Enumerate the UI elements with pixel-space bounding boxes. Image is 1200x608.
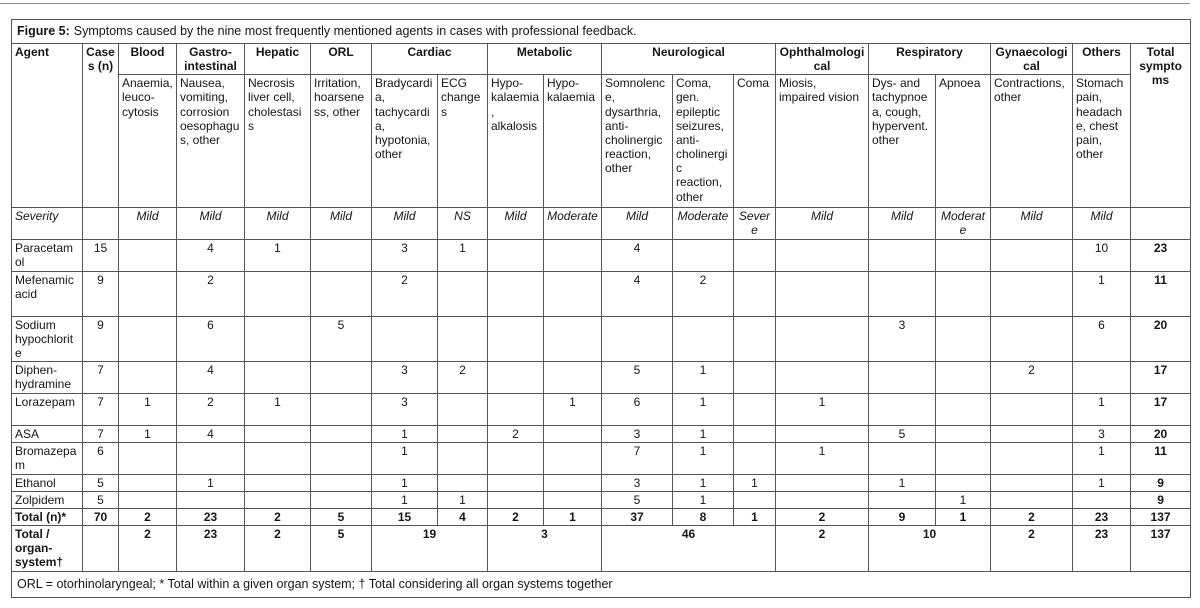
symptom-value-12 — [869, 362, 936, 394]
symptom-header-4: Bradycardia, tachycardia, hypotonia, other — [372, 75, 438, 208]
footnote-row — [12, 571, 1191, 597]
symptom-value-2: 1 — [245, 239, 311, 271]
symptom-value-7 — [544, 426, 602, 443]
group-header-cardiac: Cardiac — [372, 44, 488, 75]
symptom-value-1: 2 — [177, 271, 245, 316]
footnote-text: ORL = otorhinolaryngeal; * Total within a given organ system; † Total considering all organ systems together — [12, 571, 1191, 597]
agent-row-sodium-hypochlorite — [12, 316, 1191, 361]
symptom-value-15 — [1073, 362, 1131, 394]
symptom-value-9: 1 — [673, 491, 734, 508]
symptom-value-5: 1 — [438, 491, 488, 508]
severity-12: Mild — [869, 208, 936, 239]
symptom-value-5: 2 — [438, 362, 488, 394]
severity-13: Moderate — [936, 208, 991, 239]
row-total: 11 — [1131, 271, 1191, 316]
symptom-value-2 — [245, 491, 311, 508]
symptom-value-8: 6 — [602, 394, 673, 426]
symptom-value-14 — [991, 316, 1073, 361]
symptom-value-6 — [488, 362, 544, 394]
total-cases: 70 — [83, 508, 119, 525]
symptom-value-5 — [438, 394, 488, 426]
symptom-value-10 — [734, 426, 776, 443]
severity-10: Severe — [734, 208, 776, 239]
symptom-value-2 — [245, 426, 311, 443]
symptom-header-3: Irritation, hoarseness, other — [311, 75, 372, 208]
symptom-value-14 — [991, 474, 1073, 491]
symptom-value-15: 1 — [1073, 443, 1131, 474]
group-header-neurological: Neurological — [602, 44, 776, 75]
symptom-value-8: 4 — [602, 239, 673, 271]
total-value-4: 15 — [372, 508, 438, 525]
cases-value: 7 — [83, 394, 119, 426]
agent-row-asa — [12, 426, 1191, 443]
symptom-value-0 — [119, 239, 177, 271]
symptom-value-9: 1 — [673, 426, 734, 443]
symptom-value-1: 6 — [177, 316, 245, 361]
symptom-value-4: 2 — [372, 271, 438, 316]
symptom-value-3: 5 — [311, 316, 372, 361]
symptom-value-12 — [869, 443, 936, 474]
symptom-value-1 — [177, 491, 245, 508]
total-value-15: 23 — [1073, 508, 1131, 525]
symptom-value-13 — [936, 474, 991, 491]
severity-4: Mild — [372, 208, 438, 239]
symptom-value-11: 1 — [776, 443, 869, 474]
symptom-value-4: 3 — [372, 394, 438, 426]
symptom-value-6 — [488, 474, 544, 491]
symptom-value-3 — [311, 426, 372, 443]
caption-row — [12, 20, 1191, 44]
total-value-12: 9 — [869, 508, 936, 525]
total-value-10: 1 — [734, 508, 776, 525]
organ-total-gynaecological: 2 — [991, 526, 1073, 571]
symptom-value-8: 7 — [602, 443, 673, 474]
total-value-3: 5 — [311, 508, 372, 525]
symptom-value-3 — [311, 443, 372, 474]
cases-value: 9 — [83, 316, 119, 361]
cases-value: 9 — [83, 271, 119, 316]
symptom-value-9: 1 — [673, 394, 734, 426]
severity-0: Mild — [119, 208, 177, 239]
symptom-value-6 — [488, 491, 544, 508]
symptom-header-6: Hypo-kalaemia, alkalosis — [488, 75, 544, 208]
symptom-value-15: 1 — [1073, 474, 1131, 491]
symptom-value-0 — [119, 362, 177, 394]
agent-row-paracetamol — [12, 239, 1191, 271]
symptom-value-2 — [245, 474, 311, 491]
symptom-value-4: 3 — [372, 239, 438, 271]
symptom-value-7 — [544, 271, 602, 316]
symptom-header-15: Stomach pain, headache, chest pain, other — [1073, 75, 1131, 208]
group-header-respiratory: Respiratory — [869, 44, 991, 75]
agent-row-lorazepam — [12, 394, 1191, 426]
grand-total: 137 — [1131, 508, 1191, 525]
organ-total-ophthalmological: 2 — [776, 526, 869, 571]
symptom-value-12 — [869, 491, 936, 508]
symptom-value-3 — [311, 362, 372, 394]
agent-name: Bromazepam — [12, 443, 83, 474]
symptom-value-14 — [991, 491, 1073, 508]
symptom-value-0 — [119, 474, 177, 491]
symptom-value-0: 1 — [119, 426, 177, 443]
symptom-header-10: Coma — [734, 75, 776, 208]
severity-9: Moderate — [673, 208, 734, 239]
symptom-value-7 — [544, 316, 602, 361]
symptom-value-11 — [776, 491, 869, 508]
symptom-header-7: Hypo-kalaemia — [544, 75, 602, 208]
agent-name: Zolpidem — [12, 491, 83, 508]
agent-row-mefenamic-acid — [12, 271, 1191, 316]
total-value-5: 4 — [438, 508, 488, 525]
row-total: 11 — [1131, 443, 1191, 474]
agent-name: Sodium hypochlorite — [12, 316, 83, 361]
organ-total-respiratory: 10 — [869, 526, 991, 571]
row-total: 23 — [1131, 239, 1191, 271]
agent-name: Diphen-hydramine — [12, 362, 83, 394]
symptom-value-15: 1 — [1073, 271, 1131, 316]
symptom-value-0 — [119, 443, 177, 474]
symptom-value-0 — [119, 271, 177, 316]
symptom-header-9: Coma, gen. epileptic seizures, anti-cholinergic reaction, other — [673, 75, 734, 208]
severity-cases-blank — [83, 208, 119, 239]
symptom-value-3 — [311, 239, 372, 271]
symptom-value-11: 1 — [776, 394, 869, 426]
severity-row — [12, 208, 1191, 239]
symptom-value-15 — [1073, 491, 1131, 508]
symptom-value-14: 2 — [991, 362, 1073, 394]
symptom-value-10 — [734, 362, 776, 394]
symptom-value-8 — [602, 316, 673, 361]
symptom-value-11 — [776, 474, 869, 491]
total-value-13: 1 — [936, 508, 991, 525]
symptom-value-1: 2 — [177, 394, 245, 426]
agent-name: ASA — [12, 426, 83, 443]
severity-11: Mild — [776, 208, 869, 239]
symptom-value-14 — [991, 239, 1073, 271]
organ-total-orl: 5 — [311, 526, 372, 571]
symptom-value-13: 1 — [936, 491, 991, 508]
severity-total-blank — [1131, 208, 1191, 239]
symptom-value-15: 1 — [1073, 394, 1131, 426]
symptom-value-12: 1 — [869, 474, 936, 491]
symptom-value-6 — [488, 443, 544, 474]
symptom-value-0: 1 — [119, 394, 177, 426]
symptom-value-10 — [734, 491, 776, 508]
symptom-value-6 — [488, 239, 544, 271]
row-total: 17 — [1131, 394, 1191, 426]
cases-value: 5 — [83, 474, 119, 491]
organ-total-metabolic: 3 — [488, 526, 602, 571]
symptom-value-6: 2 — [488, 426, 544, 443]
agent-name: Ethanol — [12, 474, 83, 491]
symptom-value-6 — [488, 394, 544, 426]
symptom-value-14 — [991, 271, 1073, 316]
symptom-value-9: 1 — [673, 362, 734, 394]
symptom-value-5 — [438, 443, 488, 474]
symptom-value-7 — [544, 239, 602, 271]
agent-row-ethanol — [12, 474, 1191, 491]
symptom-header-12: Dys- and tachypnoea, cough, hypervent. other — [869, 75, 936, 208]
severity-3: Mild — [311, 208, 372, 239]
symptom-value-4: 1 — [372, 443, 438, 474]
organ-total-blood: 2 — [119, 526, 177, 571]
symptom-value-3 — [311, 394, 372, 426]
organ-total-cardiac: 19 — [372, 526, 488, 571]
symptom-header-14: Contractions, other — [991, 75, 1073, 208]
symptom-value-8: 4 — [602, 271, 673, 316]
symptom-value-1 — [177, 443, 245, 474]
total-column-header: Total symptoms — [1131, 44, 1191, 208]
agent-name: Lorazepam — [12, 394, 83, 426]
symptom-header-11: Miosis, impaired vision — [776, 75, 869, 208]
group-header-ophthalmological: Ophthalmological — [776, 44, 869, 75]
symptom-value-9 — [673, 239, 734, 271]
symptom-value-15: 10 — [1073, 239, 1131, 271]
severity-5: NS — [438, 208, 488, 239]
symptom-value-0 — [119, 491, 177, 508]
caption-text: Symptoms caused by the nine most frequently mentioned agents in cases with professional feedback. — [73, 24, 637, 39]
symptom-value-12: 3 — [869, 316, 936, 361]
symptom-value-9: 2 — [673, 271, 734, 316]
severity-6: Mild — [488, 208, 544, 239]
cases-value: 6 — [83, 443, 119, 474]
total-value-6: 2 — [488, 508, 544, 525]
symptom-value-13 — [936, 271, 991, 316]
agent-name: Mefenamic acid — [12, 271, 83, 316]
symptom-value-1: 4 — [177, 362, 245, 394]
total-value-2: 2 — [245, 508, 311, 525]
symptom-value-10 — [734, 239, 776, 271]
symptom-value-0 — [119, 316, 177, 361]
symptom-value-7 — [544, 443, 602, 474]
organ-total-hepatic: 2 — [245, 526, 311, 571]
symptom-value-8: 5 — [602, 362, 673, 394]
figure-table — [11, 19, 1191, 598]
row-total: 9 — [1131, 474, 1191, 491]
symptom-value-3 — [311, 474, 372, 491]
organ-total-others: 23 — [1073, 526, 1131, 571]
symptom-value-12 — [869, 271, 936, 316]
symptom-value-13 — [936, 239, 991, 271]
symptom-value-7 — [544, 491, 602, 508]
severity-2: Mild — [245, 208, 311, 239]
symptom-header-8: Somnolence, dysarthria, anti-cholinergic reaction, other — [602, 75, 673, 208]
symptom-value-13 — [936, 394, 991, 426]
symptom-value-15: 6 — [1073, 316, 1131, 361]
group-header-metabolic: Metabolic — [488, 44, 602, 75]
symptom-value-12 — [869, 394, 936, 426]
symptom-value-8: 3 — [602, 474, 673, 491]
symptom-value-14 — [991, 426, 1073, 443]
symptom-value-6 — [488, 271, 544, 316]
caption-label: Figure 5: — [17, 24, 70, 39]
total-value-9: 8 — [673, 508, 734, 525]
row-total: 17 — [1131, 362, 1191, 394]
severity-1: Mild — [177, 208, 245, 239]
total-row-label: Total (n)* — [12, 508, 83, 525]
symptom-value-2: 1 — [245, 394, 311, 426]
severity-14: Mild — [991, 208, 1073, 239]
symptom-value-11 — [776, 271, 869, 316]
symptom-value-4: 3 — [372, 362, 438, 394]
symptom-value-11 — [776, 316, 869, 361]
symptom-value-4: 1 — [372, 426, 438, 443]
cases-value: 7 — [83, 362, 119, 394]
symptom-value-2 — [245, 362, 311, 394]
agent-row-bromazepam — [12, 443, 1191, 474]
symptom-value-2 — [245, 443, 311, 474]
row-total: 20 — [1131, 426, 1191, 443]
group-header-hepatic: Hepatic — [245, 44, 311, 75]
symptom-value-2 — [245, 271, 311, 316]
organ-total-neurological: 46 — [602, 526, 776, 571]
symptom-value-15: 3 — [1073, 426, 1131, 443]
symptom-value-13 — [936, 362, 991, 394]
agent-row-diphen-hydramine — [12, 362, 1191, 394]
symptom-value-9: 1 — [673, 474, 734, 491]
symptom-value-3 — [311, 491, 372, 508]
symptom-value-5 — [438, 426, 488, 443]
symptom-value-9 — [673, 316, 734, 361]
total-value-0: 2 — [119, 508, 177, 525]
severity-15: Mild — [1073, 208, 1131, 239]
symptom-value-10 — [734, 443, 776, 474]
symptom-value-4: 1 — [372, 491, 438, 508]
symptom-value-1: 1 — [177, 474, 245, 491]
agent-name: Paracetamol — [12, 239, 83, 271]
symptom-value-6 — [488, 316, 544, 361]
severity-8: Mild — [602, 208, 673, 239]
symptom-header-0: Anaemia, leuco-cytosis — [119, 75, 177, 208]
group-header-gastro-intestinal: Gastro-intestinal — [177, 44, 245, 75]
total-value-1: 23 — [177, 508, 245, 525]
cases-value: 7 — [83, 426, 119, 443]
symptom-value-3 — [311, 271, 372, 316]
symptom-value-12 — [869, 239, 936, 271]
symptom-value-2 — [245, 316, 311, 361]
cases-value: 15 — [83, 239, 119, 271]
symptom-value-1: 4 — [177, 426, 245, 443]
symptom-header-1: Nausea, vomiting, corrosion oesophagus, other — [177, 75, 245, 208]
symptom-value-10 — [734, 271, 776, 316]
symptom-value-11 — [776, 239, 869, 271]
caption-cell — [12, 20, 1191, 44]
symptom-header-5: ECG changes — [438, 75, 488, 208]
total-value-14: 2 — [991, 508, 1073, 525]
symptom-value-4: 1 — [372, 474, 438, 491]
symptom-value-5 — [438, 316, 488, 361]
symptom-value-10: 1 — [734, 474, 776, 491]
total-value-7: 1 — [544, 508, 602, 525]
symptom-value-11 — [776, 426, 869, 443]
row-total: 20 — [1131, 316, 1191, 361]
symptom-header-row — [12, 75, 1191, 208]
symptom-header-2: Necrosis liver cell, cholestasis — [245, 75, 311, 208]
cases-value: 5 — [83, 491, 119, 508]
symptom-value-13 — [936, 443, 991, 474]
symptom-value-12: 5 — [869, 426, 936, 443]
symptom-value-13 — [936, 316, 991, 361]
symptom-value-8: 5 — [602, 491, 673, 508]
cases-column-header: Cases (n) — [83, 44, 119, 208]
group-header-blood: Blood — [119, 44, 177, 75]
total-value-11: 2 — [776, 508, 869, 525]
symptom-value-7 — [544, 362, 602, 394]
symptom-value-5 — [438, 271, 488, 316]
symptom-value-10 — [734, 316, 776, 361]
group-header-others: Others — [1073, 44, 1131, 75]
symptom-value-8: 3 — [602, 426, 673, 443]
symptom-value-11 — [776, 362, 869, 394]
symptom-header-13: Apnoea — [936, 75, 991, 208]
symptom-value-13 — [936, 426, 991, 443]
symptom-value-1: 4 — [177, 239, 245, 271]
total-value-8: 37 — [602, 508, 673, 525]
agent-row-zolpidem — [12, 491, 1191, 508]
organ-grand-total: 137 — [1131, 526, 1191, 571]
column-group-header-row — [12, 44, 1191, 75]
agent-column-header: Agent — [12, 44, 83, 208]
organ-row-label: Total / organ-system† — [12, 526, 83, 571]
symptom-value-10 — [734, 394, 776, 426]
group-header-orl: ORL — [311, 44, 372, 75]
organ-total-row — [12, 526, 1191, 571]
symptom-value-7 — [544, 474, 602, 491]
symptom-value-5 — [438, 474, 488, 491]
symptom-value-4 — [372, 316, 438, 361]
severity-row-label: Severity — [12, 208, 83, 239]
symptom-value-9: 1 — [673, 443, 734, 474]
severity-7: Moderate — [544, 208, 602, 239]
total-row — [12, 508, 1191, 525]
organ-total-gastro-intestinal: 23 — [177, 526, 245, 571]
symptom-value-5: 1 — [438, 239, 488, 271]
top-rule — [0, 3, 1190, 4]
symptom-value-14 — [991, 443, 1073, 474]
group-header-gynaecological: Gynaecological — [991, 44, 1073, 75]
organ-cases-blank — [83, 526, 119, 571]
symptom-value-7: 1 — [544, 394, 602, 426]
symptom-value-14 — [991, 394, 1073, 426]
row-total: 9 — [1131, 491, 1191, 508]
